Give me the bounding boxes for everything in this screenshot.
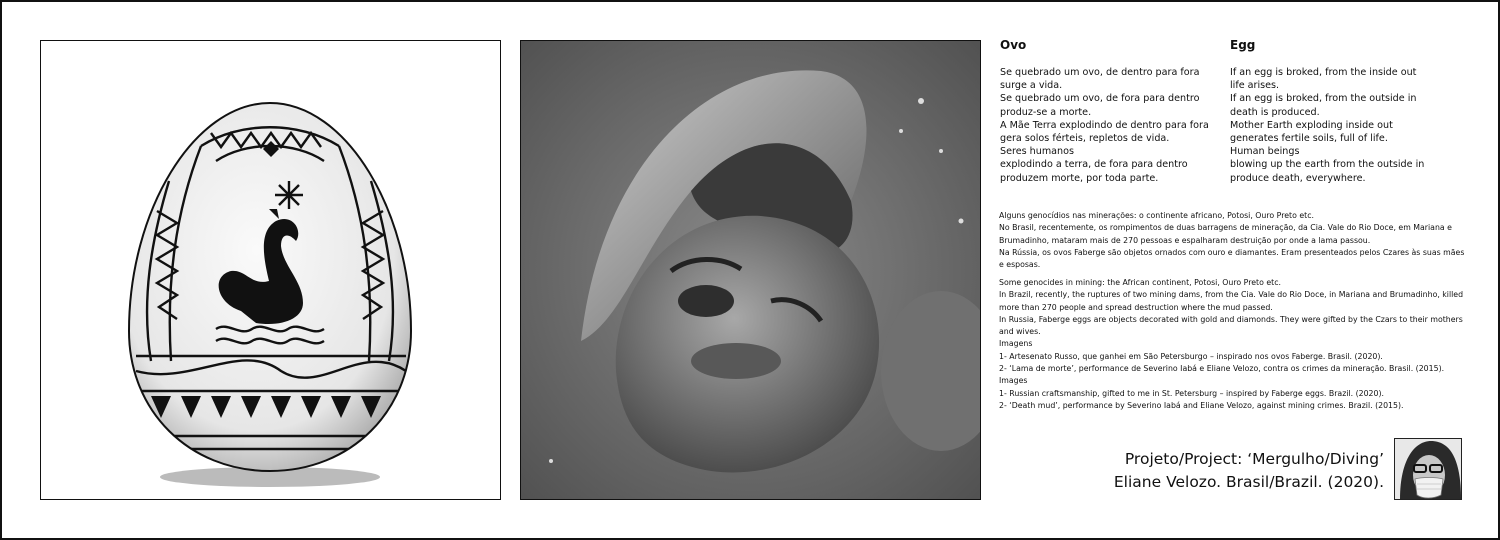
painted-egg-illustration (41, 41, 500, 499)
paragraph-line: Alguns genocídios nas minerações: o continente africano, Potosi, Ouro Preto etc. (999, 211, 1314, 220)
image-credit: 1- Russian craftsmanship, gifted to me in St. Petersburg – inspired by Faberge eggs. Brazil. (2020). (999, 388, 1384, 398)
poem-line: produz-se a morte. (1000, 106, 1092, 118)
project-author: Eliane Velozo. Brasil/Brazil. (2020). (1113, 473, 1384, 491)
poem-line: produce death, everywhere. (1230, 172, 1366, 184)
poem-line: life arises. (1230, 80, 1280, 92)
paragraph-line: In Russia, Faberge eggs are objects decorated with gold and diamonds. They were gifted by the Czars to their mothers and wives. (999, 314, 1463, 337)
poem-title-en: Egg (1230, 38, 1256, 52)
poem-lines-en (1230, 66, 1445, 185)
poem-line: Mother Earth exploding inside out (1230, 119, 1393, 131)
project-title: Projeto/Project: ‘Mergulho/Diving’ (1124, 450, 1384, 468)
poem-line: produzem morte, por toda parte. (1000, 172, 1159, 184)
image-credit: 2- ‘Lama de morte’, performance de Severino Iabá e Eliane Velozo, contra os crimes da mineração. Brasil. (2015). (999, 364, 1445, 374)
mud-performance-photo (520, 40, 981, 500)
poem-portuguese (1000, 38, 1215, 185)
poem-line: Se quebrado um ovo, de fora para dentro (1000, 93, 1200, 105)
poem-line: If an egg is broked, from the outside in (1230, 93, 1417, 105)
poem-lines-pt (1000, 66, 1215, 185)
poem-english (1230, 38, 1445, 185)
poem-line: Seres humanos (1000, 146, 1075, 158)
image-credit: 1- Artesenato Russo, que ganhei em São Petersburgo – inspirado nos ovos Faberge. Brasil. (2020). (999, 351, 1383, 361)
project-credit (1114, 448, 1384, 494)
poem-line: surge a vida. (1000, 80, 1063, 92)
poem-line: If an egg is broked, from the inside out (1230, 67, 1417, 78)
poem-title-pt: Ovo (1000, 38, 1027, 52)
poem-line: Human beings (1230, 146, 1300, 158)
paragraph-line: Some genocides in mining: the African continent, Potosi, Ouro Preto etc. (999, 278, 1281, 287)
author-portrait (1394, 438, 1462, 500)
paragraph-line: In Brazil, recently, the ruptures of two mining dams, from the Cia. Vale do Rio Doce, in Mariana and Brumadinho, killed more than 270 people and spread destruction where the mud passed. (999, 290, 1464, 312)
poem-line: gera solos férteis, repletos de vida. (1000, 133, 1170, 145)
poem-line: blowing up the earth from the outside in (1230, 159, 1425, 171)
poem-line: generates fertile soils, full of life. (1230, 133, 1388, 145)
poem-line: death is produced. (1230, 106, 1320, 118)
paragraph-line: No Brasil, recentemente, os rompimentos de duas barragens de mineração, da Cia. Vale do Rio Doce, em Mariana e Brumadinho, mataram mais de 270 pessoas e espalharam destruição por onde a lama passou. (999, 223, 1452, 245)
poem-line: Se quebrado um ovo, de dentro para fora (1000, 67, 1200, 78)
image-credits-heading-en: Images (999, 376, 1028, 386)
mud-covered-face-illustration (521, 41, 980, 499)
portrait-illustration (1395, 439, 1461, 499)
paragraph-english (999, 277, 1465, 412)
egg-photo (40, 40, 501, 500)
image-credit: 2- ‘Death mud’, performance by Severino Iabá and Eliane Velozo, against mining crimes. Brazil. (2015). (999, 400, 1404, 410)
image-credits-heading-pt: Imagens (999, 339, 1033, 349)
paragraph-portuguese (999, 210, 1465, 271)
poem-line: A Mãe Terra explodindo de dentro para fora (1000, 119, 1209, 131)
poem-line: explodindo a terra, de fora para dentro (1000, 159, 1188, 171)
paragraph-line: Na Rússia, os ovos Faberge são objetos ornados com ouro e diamantes. Eram presenteados pelos Czares às suas mães e esposas. (999, 247, 1465, 270)
